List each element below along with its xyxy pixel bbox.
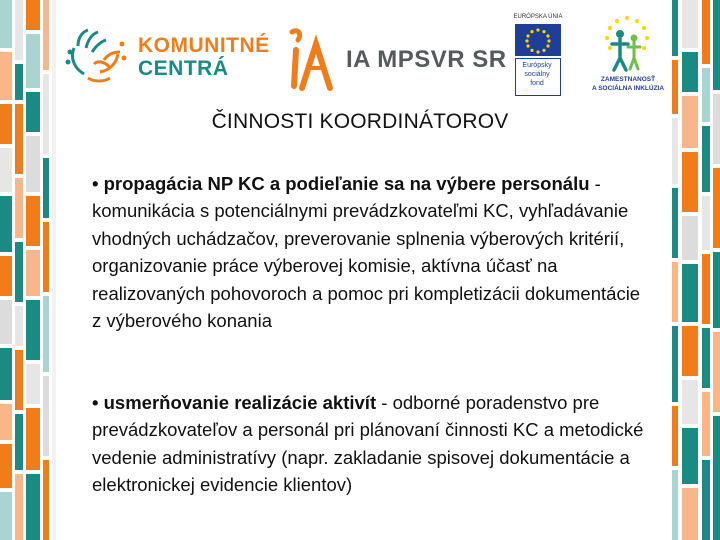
left-stripe (15, 306, 23, 346)
right-stripe (672, 60, 678, 114)
bullet-1 (92, 170, 652, 334)
left-stripe (26, 196, 40, 246)
people-stars-icon (590, 14, 664, 74)
right-stripe (702, 196, 710, 250)
right-stripe (682, 380, 698, 424)
right-stripe (682, 216, 698, 260)
ia-logo-text: IA MPSVR SR (346, 46, 507, 73)
left-stripe (43, 460, 49, 540)
left-stripe (26, 136, 40, 192)
bullet-2-bold: • usmerňovanie realizácie aktivít (92, 392, 377, 413)
left-stripe (15, 414, 23, 470)
left-stripe (26, 0, 40, 30)
employment-line1: ZAMESTNANOSŤ (600, 76, 656, 83)
kc-logo-line2: CENTRÁ (138, 57, 229, 80)
bullet-1-bold: • propagácia NP KC a podieľanie sa na výbere personálu (92, 173, 590, 194)
right-stripe (713, 252, 720, 328)
employment-logo (586, 12, 670, 98)
right-stripe (702, 254, 710, 324)
eu-logo (510, 14, 566, 98)
bullet-2-text: - odborné poradenstvo pre prevádzkovateľov a personál pri plánovaní činnosti KC a metodické vedenie administratívy (napr. zakladanie spisovej dokumentácie a elektronickej evidencie klientov) (92, 392, 644, 496)
left-stripe (0, 0, 12, 48)
right-stripe (702, 126, 710, 192)
right-stripe (672, 0, 678, 56)
left-stripe (15, 178, 23, 238)
left-stripe (15, 64, 23, 100)
right-stripe (702, 0, 710, 64)
left-stripe (43, 158, 49, 218)
left-stripe (0, 404, 12, 440)
right-stripe (682, 488, 698, 540)
left-stripe (0, 348, 12, 400)
bullet-1-text: - komunikácia s potenciálnymi prevádzkovateľmi KC, vyhľadávanie vhodných uchádzačov, preverovanie splnenia výberových kritérií, organizovanie práce výberovej komisie, aktívna účasť na realizovaných pohovoroch a pomoc pri kompletizácii dokumentácie z výberového konania (92, 173, 641, 332)
right-stripe (713, 332, 720, 412)
left-stripe (52, 0, 56, 540)
right-stripe (702, 460, 710, 540)
left-stripe (0, 52, 12, 100)
left-stripe (0, 444, 12, 488)
left-stripe (0, 492, 12, 540)
left-stripe (26, 474, 40, 540)
right-stripe (682, 52, 698, 92)
employment-line2: A SOCIÁLNA INKLÚZIA (591, 85, 665, 92)
right-stripe (672, 188, 678, 258)
right-stripe (682, 0, 698, 48)
right-stripe (682, 152, 698, 212)
hands-logo-icon (64, 24, 130, 90)
left-stripe (26, 408, 40, 470)
right-stripe (672, 470, 678, 540)
kc-logo-line1: KOMUNITNÉ (138, 34, 270, 57)
left-stripe (0, 300, 12, 344)
ia-logo-icon (282, 24, 342, 94)
right-stripe (672, 262, 678, 322)
right-stripe (682, 428, 698, 484)
esf-text: Európsky sociálny fond (522, 62, 552, 87)
eu-caption: EURÓPSKA ÚNIA (513, 14, 563, 20)
left-stripe (43, 222, 49, 292)
left-stripe (26, 300, 40, 360)
left-stripe (26, 364, 40, 404)
left-stripe (43, 376, 49, 456)
left-stripe (0, 256, 12, 296)
left-stripe (43, 0, 49, 70)
right-stripe (672, 326, 678, 402)
eu-flag-icon (515, 24, 561, 56)
bullet-2 (92, 389, 652, 499)
left-stripe (15, 242, 23, 302)
right-stripe (672, 406, 678, 466)
right-stripe (702, 328, 710, 388)
left-stripe (15, 474, 23, 540)
left-stripe (0, 148, 12, 192)
right-stripe (713, 416, 720, 540)
left-stripe (26, 34, 40, 88)
right-stripe (682, 326, 698, 376)
left-stripe (26, 250, 40, 296)
right-stripe (713, 0, 720, 90)
left-stripe (43, 296, 49, 372)
page-title: ČINNOSTI KOORDINÁTOROV (211, 110, 509, 133)
left-stripe (15, 0, 23, 60)
right-stripe (682, 264, 698, 322)
right-stripe (702, 392, 710, 456)
left-stripe (0, 196, 12, 252)
left-stripe (15, 350, 23, 410)
right-stripe (713, 168, 720, 248)
